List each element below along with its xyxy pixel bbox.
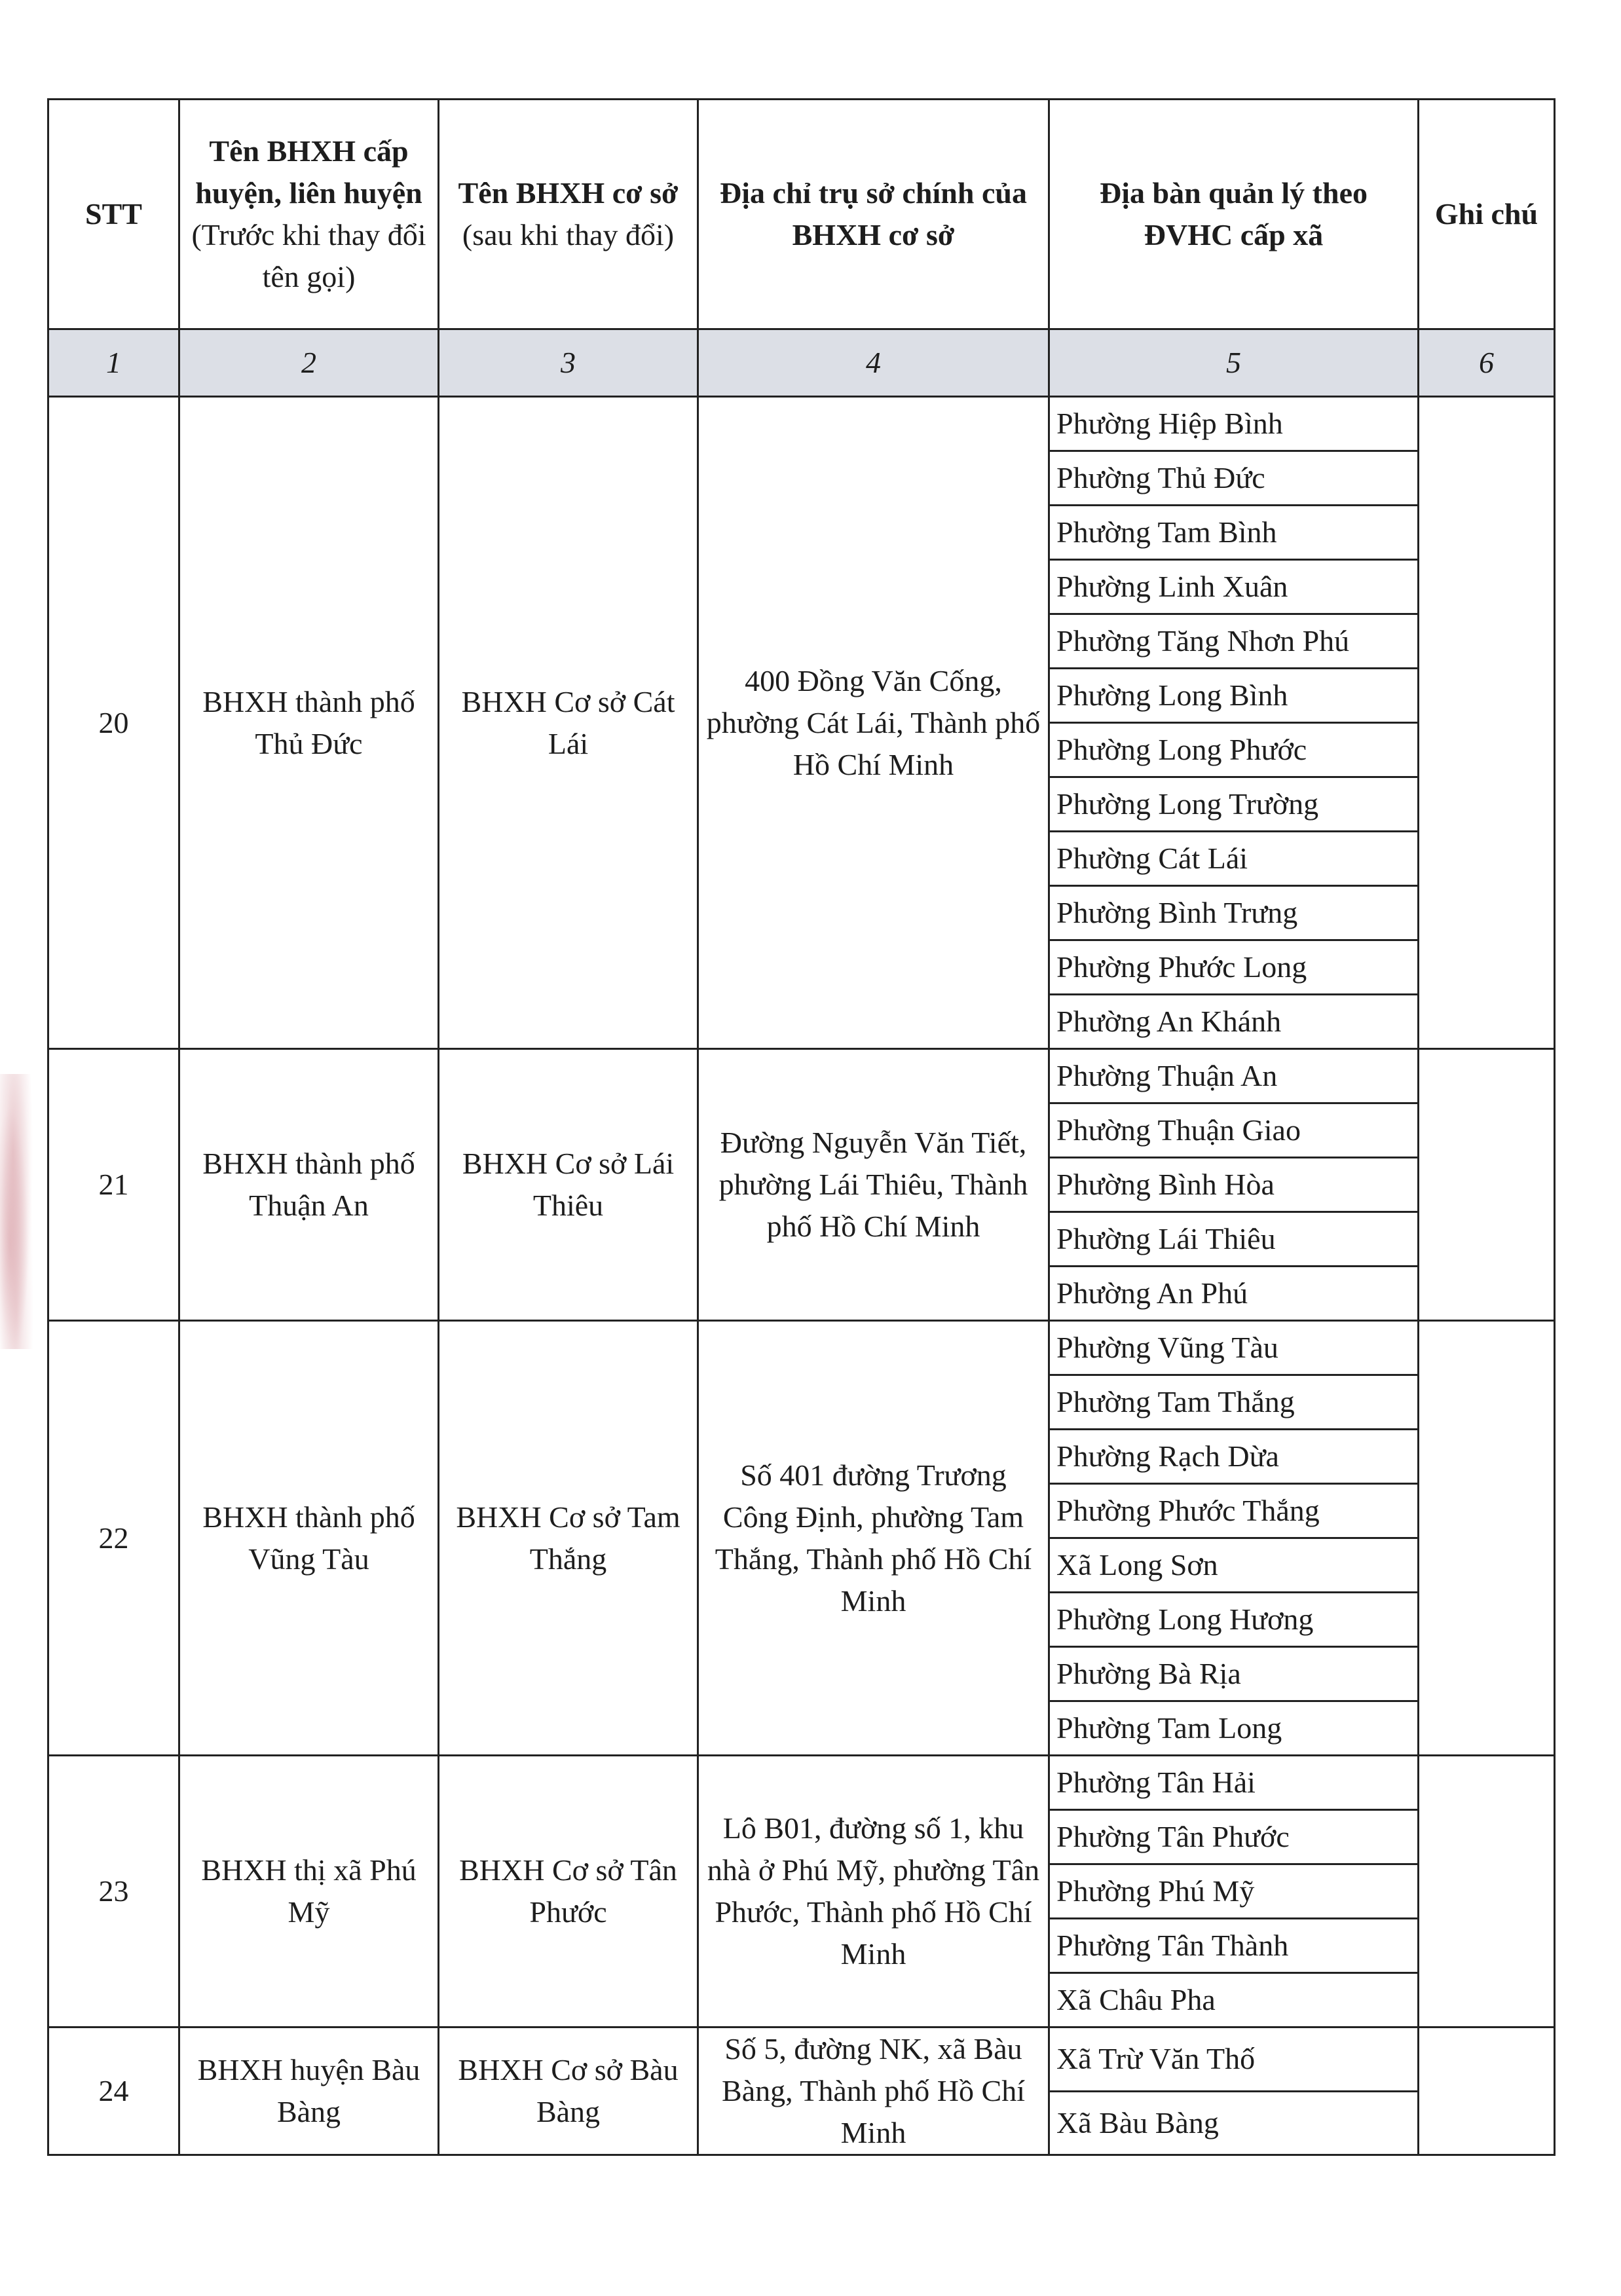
ward-cell: Phường Long Bình (1049, 669, 1419, 723)
stamp-mark (0, 1074, 33, 1349)
stt-cell: 22 (48, 1321, 179, 1756)
ward-cell: Phường Tăng Nhơn Phú (1049, 614, 1419, 669)
ward-cell: Phường An Phú (1049, 1267, 1419, 1321)
column-number-row (48, 329, 1555, 397)
ward-cell: Xã Trừ Văn Thố (1049, 2028, 1419, 2092)
note-cell (1419, 1756, 1555, 2028)
district-cell: BHXH thành phố Vũng Tàu (179, 1321, 439, 1756)
note-cell (1419, 2028, 1555, 2155)
ward-cell: Phường Vũng Tàu (1049, 1321, 1419, 1375)
address-cell: Đường Nguyễn Văn Tiết, phường Lái Thiêu, Thành phố Hồ Chí Minh (698, 1049, 1049, 1321)
base-cell: BHXH Cơ sở Bàu Bàng (439, 2028, 698, 2155)
column-number: 6 (1419, 329, 1555, 397)
column-number: 4 (698, 329, 1049, 397)
address-cell: Số 5, đường NK, xã Bàu Bàng, Thành phố Hồ Chí Minh (698, 2028, 1049, 2155)
header-address: Địa chỉ trụ sở chính của BHXH cơ sở (698, 100, 1049, 329)
ward-cell: Phường Tam Thắng (1049, 1375, 1419, 1430)
base-cell: BHXH Cơ sở Cát Lái (439, 397, 698, 1049)
ward-cell: Phường Thuận An (1049, 1049, 1419, 1103)
ward-cell: Phường Rạch Dừa (1049, 1430, 1419, 1484)
column-number: 2 (179, 329, 439, 397)
header-stt: STT (48, 100, 179, 329)
stt-cell: 24 (48, 2028, 179, 2155)
ward-cell: Phường Phước Long (1049, 940, 1419, 995)
column-number: 5 (1049, 329, 1419, 397)
ward-cell: Xã Bàu Bàng (1049, 2091, 1419, 2155)
district-cell: BHXH huyện Bàu Bàng (179, 2028, 439, 2155)
ward-cell: Phường Hiệp Bình (1049, 397, 1419, 451)
note-cell (1419, 397, 1555, 1049)
ward-cell: Phường Thuận Giao (1049, 1103, 1419, 1158)
bhxh-table (47, 98, 1556, 2156)
header-notes: Ghi chú (1419, 100, 1555, 329)
header-row (48, 100, 1555, 329)
ward-cell: Phường Bình Trưng (1049, 886, 1419, 940)
ward-cell: Phường Linh Xuân (1049, 560, 1419, 614)
table-row (48, 1321, 1555, 1375)
ward-cell: Phường Tân Phước (1049, 1810, 1419, 1864)
district-cell: BHXH thị xã Phú Mỹ (179, 1756, 439, 2028)
ward-cell: Phường Long Trường (1049, 777, 1419, 832)
ward-cell: Phường Cát Lái (1049, 832, 1419, 886)
ward-cell: Phường Lái Thiêu (1049, 1212, 1419, 1267)
ward-cell: Phường Tân Thành (1049, 1919, 1419, 1973)
address-cell: 400 Đồng Văn Cống, phường Cát Lái, Thành phố Hồ Chí Minh (698, 397, 1049, 1049)
stt-cell: 23 (48, 1756, 179, 2028)
ward-cell: Xã Long Sơn (1049, 1538, 1419, 1593)
ward-cell: Phường Bà Rịa (1049, 1647, 1419, 1701)
note-cell (1419, 1321, 1555, 1756)
address-cell: Số 401 đường Trương Công Định, phường Tam Thắng, Thành phố Hồ Chí Minh (698, 1321, 1049, 1756)
ward-cell: Xã Châu Pha (1049, 1973, 1419, 2028)
table-body (48, 397, 1555, 2155)
ward-cell: Phường Bình Hòa (1049, 1158, 1419, 1212)
ward-cell: Phường Tam Long (1049, 1701, 1419, 1756)
table-row (48, 397, 1555, 451)
ward-cell: Phường Phú Mỹ (1049, 1864, 1419, 1919)
table-row (48, 1756, 1555, 1810)
ward-cell: Phường Long Phước (1049, 723, 1419, 777)
table-row (48, 1049, 1555, 1103)
header-district: Tên BHXH cấp huyện, liên huyện (Trước khi thay đổi tên gọi) (179, 100, 439, 329)
ward-cell: Phường An Khánh (1049, 995, 1419, 1049)
stt-cell: 20 (48, 397, 179, 1049)
stt-cell: 21 (48, 1049, 179, 1321)
district-cell: BHXH thành phố Thủ Đức (179, 397, 439, 1049)
column-number: 3 (439, 329, 698, 397)
header-base: Tên BHXH cơ sở (sau khi thay đổi) (439, 100, 698, 329)
note-cell (1419, 1049, 1555, 1321)
base-cell: BHXH Cơ sở Tam Thắng (439, 1321, 698, 1756)
table-row (48, 2028, 1555, 2092)
ward-cell: Phường Phước Thắng (1049, 1484, 1419, 1538)
base-cell: BHXH Cơ sở Tân Phước (439, 1756, 698, 2028)
column-number: 1 (48, 329, 179, 397)
ward-cell: Phường Tân Hải (1049, 1756, 1419, 1810)
address-cell: Lô B01, đường số 1, khu nhà ở Phú Mỹ, phường Tân Phước, Thành phố Hồ Chí Minh (698, 1756, 1049, 2028)
ward-cell: Phường Thủ Đức (1049, 451, 1419, 506)
ward-cell: Phường Tam Bình (1049, 506, 1419, 560)
base-cell: BHXH Cơ sở Lái Thiêu (439, 1049, 698, 1321)
ward-cell: Phường Long Hương (1049, 1593, 1419, 1647)
header-wards: Địa bàn quản lý theo ĐVHC cấp xã (1049, 100, 1419, 329)
district-cell: BHXH thành phố Thuận An (179, 1049, 439, 1321)
